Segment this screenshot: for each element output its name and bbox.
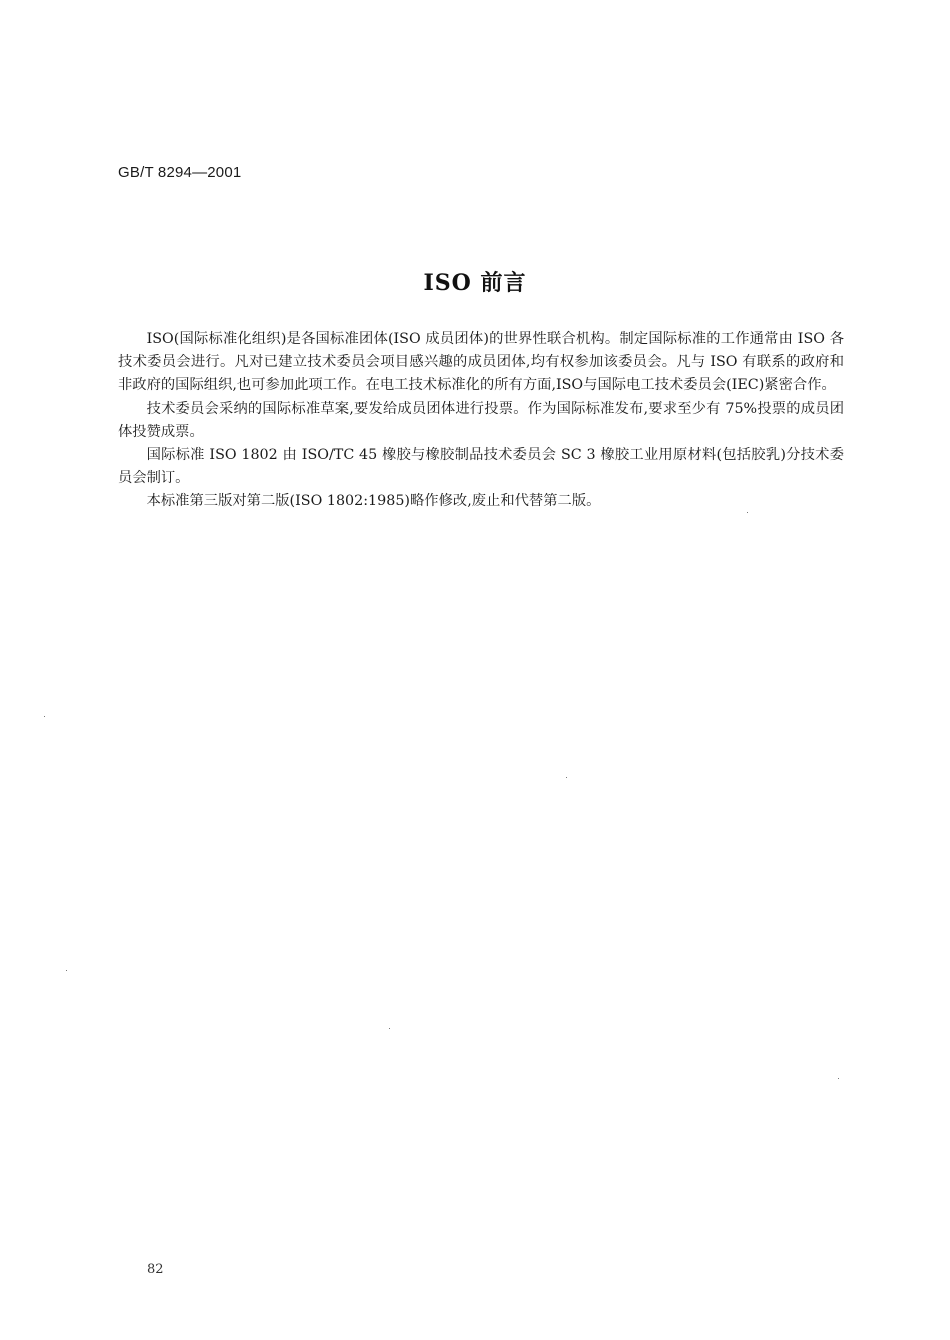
scan-speck: [747, 512, 748, 513]
scan-speck: [44, 716, 45, 717]
scan-speck: [566, 777, 567, 778]
page-title: ISO 前言: [423, 270, 527, 296]
paragraph: ISO(国际标准化组织)是各国标准团体(ISO 成员团体)的世界性联合机构。制定国际标准的工作通常由 ISO 各技术委员会进行。凡对已建立技术委员会项目感兴趣的成员团体,均有权参加该委员会。凡与 ISO 有联系的政府和非政府的国际组织,也可参加此项工作。在电工技术标准化的所有方面,ISO与国际电工技术委员会(IEC)紧密合作。: [118, 331, 844, 394]
document-header: GB/T 8294—2001: [118, 164, 242, 181]
document-body: [118, 328, 844, 514]
paragraph: 国际标准 ISO 1802 由 ISO/TC 45 橡胶与橡胶制品技术委员会 SC 3 橡胶工业用原材料(包括胶乳)分技术委员会制订。: [118, 447, 844, 487]
scan-speck: [838, 1078, 839, 1079]
paragraph: 本标准第三版对第二版(ISO 1802:1985)略作修改,废止和代替第二版。: [146, 493, 601, 510]
scan-speck: [389, 1028, 390, 1029]
scan-speck: [66, 970, 67, 971]
paragraph: 技术委员会采纳的国际标准草案,要发给成员团体进行投票。作为国际标准发布,要求至少有 75%投票的成员团体投赞成票。: [118, 400, 844, 440]
page-number: 82: [147, 1262, 164, 1277]
